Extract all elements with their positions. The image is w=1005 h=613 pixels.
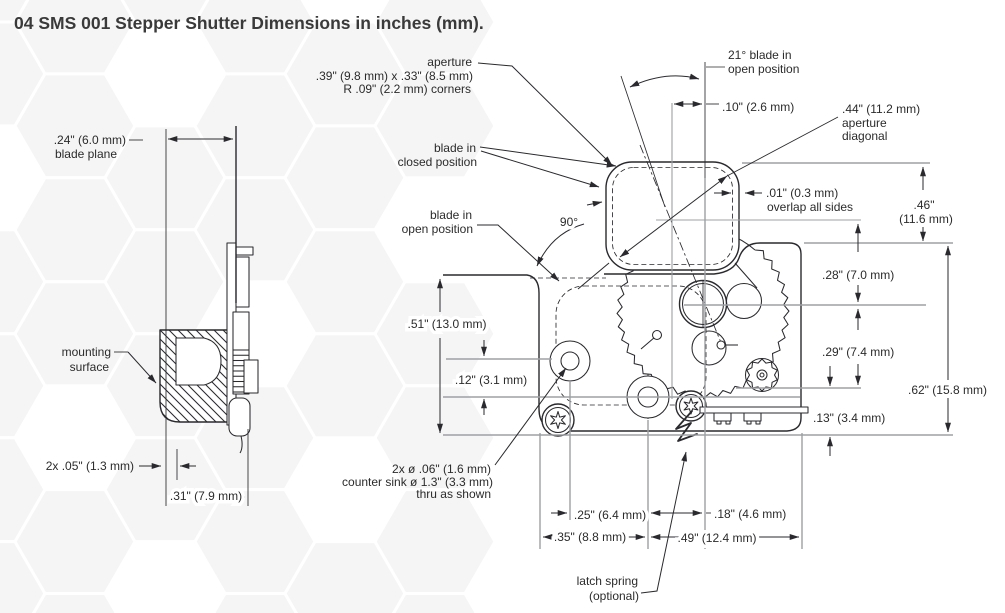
torx-screw-1 — [542, 404, 574, 436]
dim-12-label: .12" (3.1 mm) — [454, 373, 528, 387]
dim-51-label: .51" (13.0 mm) — [407, 317, 487, 331]
blade-open-leader — [477, 225, 559, 281]
angle-21-arc — [630, 76, 699, 87]
blade-plane-label-2: blade plane — [54, 147, 117, 161]
page-title: 04 SMS 001 Stepper Shutter Dimensions in inches (mm). — [14, 13, 484, 33]
terminal-leg — [717, 421, 721, 424]
blade-plane-label-1: .24" (6.0 mm) — [53, 133, 126, 147]
housing-outline — [443, 243, 801, 431]
dim-35-label: .35" (8.8 mm) — [553, 530, 627, 544]
depth-label: .31" (7.9 mm) — [169, 489, 243, 503]
dim-25-label: .25" (6.4 mm) — [573, 508, 647, 522]
blade-open-label-1: blade in — [429, 208, 472, 222]
aperture-diagonal-leader — [727, 117, 838, 176]
pin-1-head — [653, 331, 662, 340]
idler-circle — [727, 284, 762, 319]
terminal-tab-2 — [744, 413, 761, 421]
terminal-strip — [700, 407, 808, 413]
aperture-diagonal-label-3: diagonal — [842, 129, 888, 143]
terminal-leg — [747, 421, 751, 424]
pin-2-head — [717, 341, 725, 349]
terminal-leg — [756, 421, 760, 424]
angle-90-arc — [537, 224, 584, 266]
latch-spring-label-2: (optional) — [588, 589, 639, 603]
bottom-connector — [229, 398, 250, 436]
upper-module — [236, 257, 249, 307]
top-cap — [236, 247, 253, 255]
dim-13-label: .13" (3.4 mm) — [813, 411, 886, 425]
countersink-label-1: 2x ø .06" (1.6 mm) — [392, 462, 491, 476]
aperture-diagonal-label-1: .44" (11.2 mm) — [842, 102, 921, 116]
terminal-leg — [726, 421, 730, 424]
dim-46-label-1: .46" — [913, 198, 935, 212]
blade-open-label-2: open position — [401, 222, 473, 236]
angle-90-arrow — [587, 202, 602, 205]
mount-hole-1-outer — [550, 341, 590, 381]
terminal-tab-1 — [714, 413, 731, 421]
latch-spring-label-1: latch spring — [576, 574, 638, 588]
aperture-neck-left — [578, 263, 609, 289]
blade-closed-label-1: blade in — [433, 141, 476, 155]
dim-28-label: .28" (7.0 mm) — [822, 268, 895, 282]
aperture-label-3: R .09" (2.2 mm) corners — [343, 82, 471, 96]
dim-49-label: .49" (12.4 mm) — [677, 531, 757, 545]
blade-closed-label-2: closed position — [397, 155, 477, 169]
mounting-surface-label-2: surface — [69, 360, 109, 374]
blade-closed-leader-b — [481, 151, 599, 187]
dim-46-label-2: (11.6 mm) — [899, 212, 953, 226]
overlap-label-2: overlap all sides — [767, 200, 854, 214]
aperture-label-1: aperture — [427, 55, 472, 69]
angle-21-label-2: open position — [728, 62, 800, 76]
countersink-label-3: thru as shown — [416, 487, 491, 501]
pin-1 — [641, 337, 655, 349]
motor-recess — [176, 338, 221, 385]
overlap-label-1: .01" (0.3 mm) — [766, 186, 839, 200]
pinion-gear-rim — [746, 359, 779, 392]
mounting-surface-label-1: mounting — [61, 345, 111, 359]
dim-62-label: .62" (15.8 mm) — [908, 383, 987, 397]
angle-90-label: 90° — [559, 215, 579, 229]
aperture-diagonal-label-2: aperture — [842, 116, 887, 130]
aperture-label-2: .39" (9.8 mm) x .33" (8.5 mm) — [315, 69, 473, 83]
countersink-label-2: counter sink ø 1.3" (3.3 mm) — [342, 475, 493, 489]
side-block — [244, 360, 258, 393]
angle-21-label-1: 21° blade in — [728, 48, 792, 62]
dim-29-label: .29" (7.4 mm) — [822, 345, 895, 359]
dim-10-label: .10" (2.6 mm) — [722, 100, 795, 114]
dim-18-label: .18" (4.6 mm) — [714, 507, 787, 521]
torx-screw-2 — [676, 391, 706, 421]
pin-offset-label: 2x .05" (1.3 mm) — [45, 459, 134, 473]
